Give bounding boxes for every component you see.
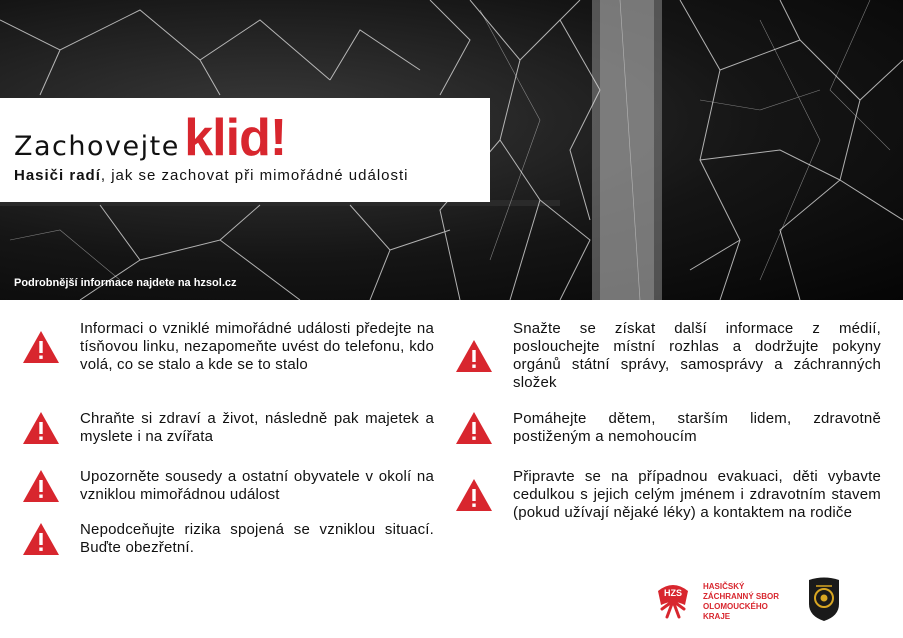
hzs-logo [650,577,696,623]
hero-image [0,0,903,300]
list-item [455,410,881,446]
logo-abbr: HZS [664,588,682,598]
list-item [22,320,434,374]
logo-line: OLOMOUCKÉHO [703,602,768,611]
warning-icon [22,522,60,556]
title-part1: Zachovejte [14,131,180,162]
warning-icon [455,411,493,445]
list-item-text: Informaci o vzniklé mimořádné události předejte na tísňovou linku, nezapomeňte uvést do telefonu, kdo volá, co se stalo a kde se to stalo [80,320,434,373]
warning-icon [22,330,60,364]
warning-icon [455,478,493,512]
more-info-link[interactable]: Podrobnější informace najdete na hzsol.cz [14,277,237,289]
list-item [22,521,434,557]
warning-icon [22,411,60,445]
logo-line: HASIČSKÝ [703,582,745,591]
subtitle-bold: Hasiči radí [14,167,101,184]
warning-icon [455,339,493,373]
logo-line: KRAJE [703,612,731,621]
list-item-text: Snažte se získat další informace z médií, poslouchejte místní rozhlas a dodržujte pokyny orgánů státní správy, samosprávy a záchranných složek [513,320,881,391]
list-item [455,320,881,392]
logo-text [703,582,793,622]
page-title [14,108,286,168]
list-item-text: Chraňte si zdraví a život, následně pak majetek a myslete i na zvířata [80,410,434,445]
logo-line: ZÁCHRANNÝ SBOR [703,592,779,601]
subtitle [14,167,409,184]
list-item-text: Upozorněte sousedy a ostatní obyvatele v okolí na vzniklou mimořádnou událost [80,468,434,503]
list-item-text: Pomáhejte dětem, starším lidem, zdravotně postiženým a nemohoucím [513,410,881,445]
list-item-text: Připravte se na případnou evakuaci, děti vybavte cedulkou s jejich celým jménem i zdravotním stavem (pokud užívají nějaké léky) a kontaktem na rodiče [513,468,881,521]
list-item-text: Nepodceňujte rizika spojená se vzniklou situací. Buďte obezřetní. [80,521,434,556]
list-item [22,410,434,446]
list-item [22,468,434,504]
title-box [0,98,490,202]
warning-icon [22,469,60,503]
fire-brigade-badge [806,576,842,622]
subtitle-rest: , jak se zachovat při mimořádné události [100,167,409,184]
list-item [455,468,881,522]
title-part2: klid! [184,109,287,167]
